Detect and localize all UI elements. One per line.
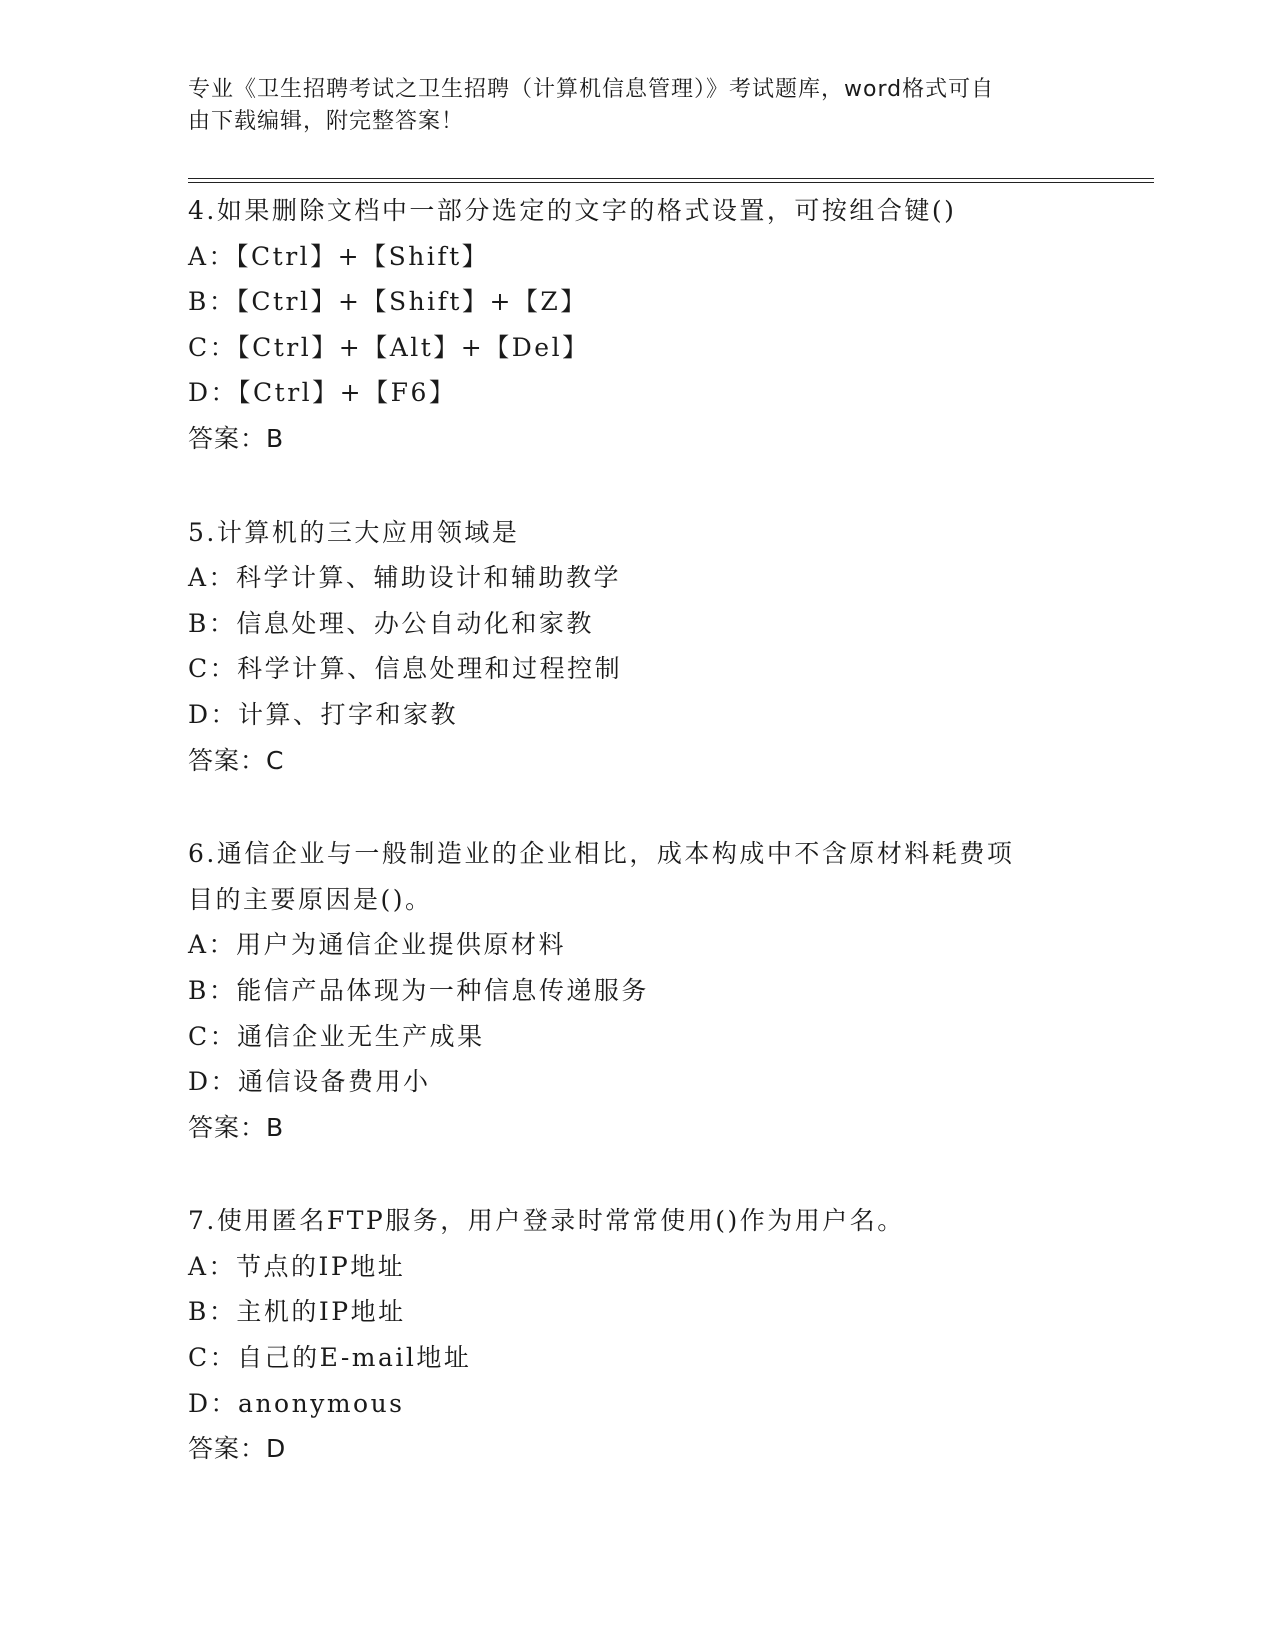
question-4 xyxy=(188,188,1088,462)
option-d: D：【Ctrl】+【F6】 xyxy=(188,378,457,408)
answer: 答案：B xyxy=(188,1112,285,1142)
question-list xyxy=(188,188,1088,1520)
option-a: A：节点的IP地址 xyxy=(188,1251,406,1281)
option-d: D：计算、打字和家教 xyxy=(188,699,459,729)
question-stem: 5.计算机的三大应用领域是 xyxy=(188,517,520,547)
option-b: B：主机的IP地址 xyxy=(188,1297,406,1327)
question-7 xyxy=(188,1198,1088,1472)
answer: 答案：C xyxy=(188,745,285,775)
header-line-2: 由下载编辑，附完整答案！ xyxy=(188,109,465,134)
option-a: A：用户为通信企业提供原材料 xyxy=(188,930,567,960)
option-b: B：信息处理、办公自动化和家教 xyxy=(188,608,594,638)
document-header xyxy=(188,74,1068,138)
option-d: D：anonymous xyxy=(188,1388,405,1418)
question-6 xyxy=(188,831,1088,1150)
question-stem: 4.如果删除文档中一部分选定的文字的格式设置，可按组合键() xyxy=(188,196,957,225)
option-a: A：科学计算、辅助设计和辅助教学 xyxy=(188,563,622,593)
answer: 答案：B xyxy=(188,423,285,453)
header-divider xyxy=(188,178,1154,183)
option-a: A：【Ctrl】+【Shift】 xyxy=(188,241,490,271)
header-line-1: 专业《卫生招聘考试之卫生招聘（计算机信息管理）》考试题库，word格式可自 xyxy=(188,77,995,102)
option-c: C：【Ctrl】+【Alt】+【Del】 xyxy=(188,332,590,362)
option-c: C：通信企业无生产成果 xyxy=(188,1021,485,1051)
option-c: C：自己的E-mail地址 xyxy=(188,1343,472,1373)
question-stem-continued: 目的主要原因是()。 xyxy=(188,884,433,914)
answer: 答案：D xyxy=(188,1434,287,1464)
question-stem: 6.通信企业与一般制造业的企业相比，成本构成中不含原材料耗费项 xyxy=(188,839,1015,869)
option-d: D：通信设备费用小 xyxy=(188,1067,431,1097)
question-stem: 7.使用匿名FTP服务，用户登录时常常使用()作为用户名。 xyxy=(188,1206,905,1236)
option-b: B：【Ctrl】+【Shift】+【Z】 xyxy=(188,287,588,317)
option-b: B：能信产品体现为一种信息传递服务 xyxy=(188,975,649,1005)
question-5 xyxy=(188,510,1088,784)
option-c: C：科学计算、信息处理和过程控制 xyxy=(188,654,623,684)
